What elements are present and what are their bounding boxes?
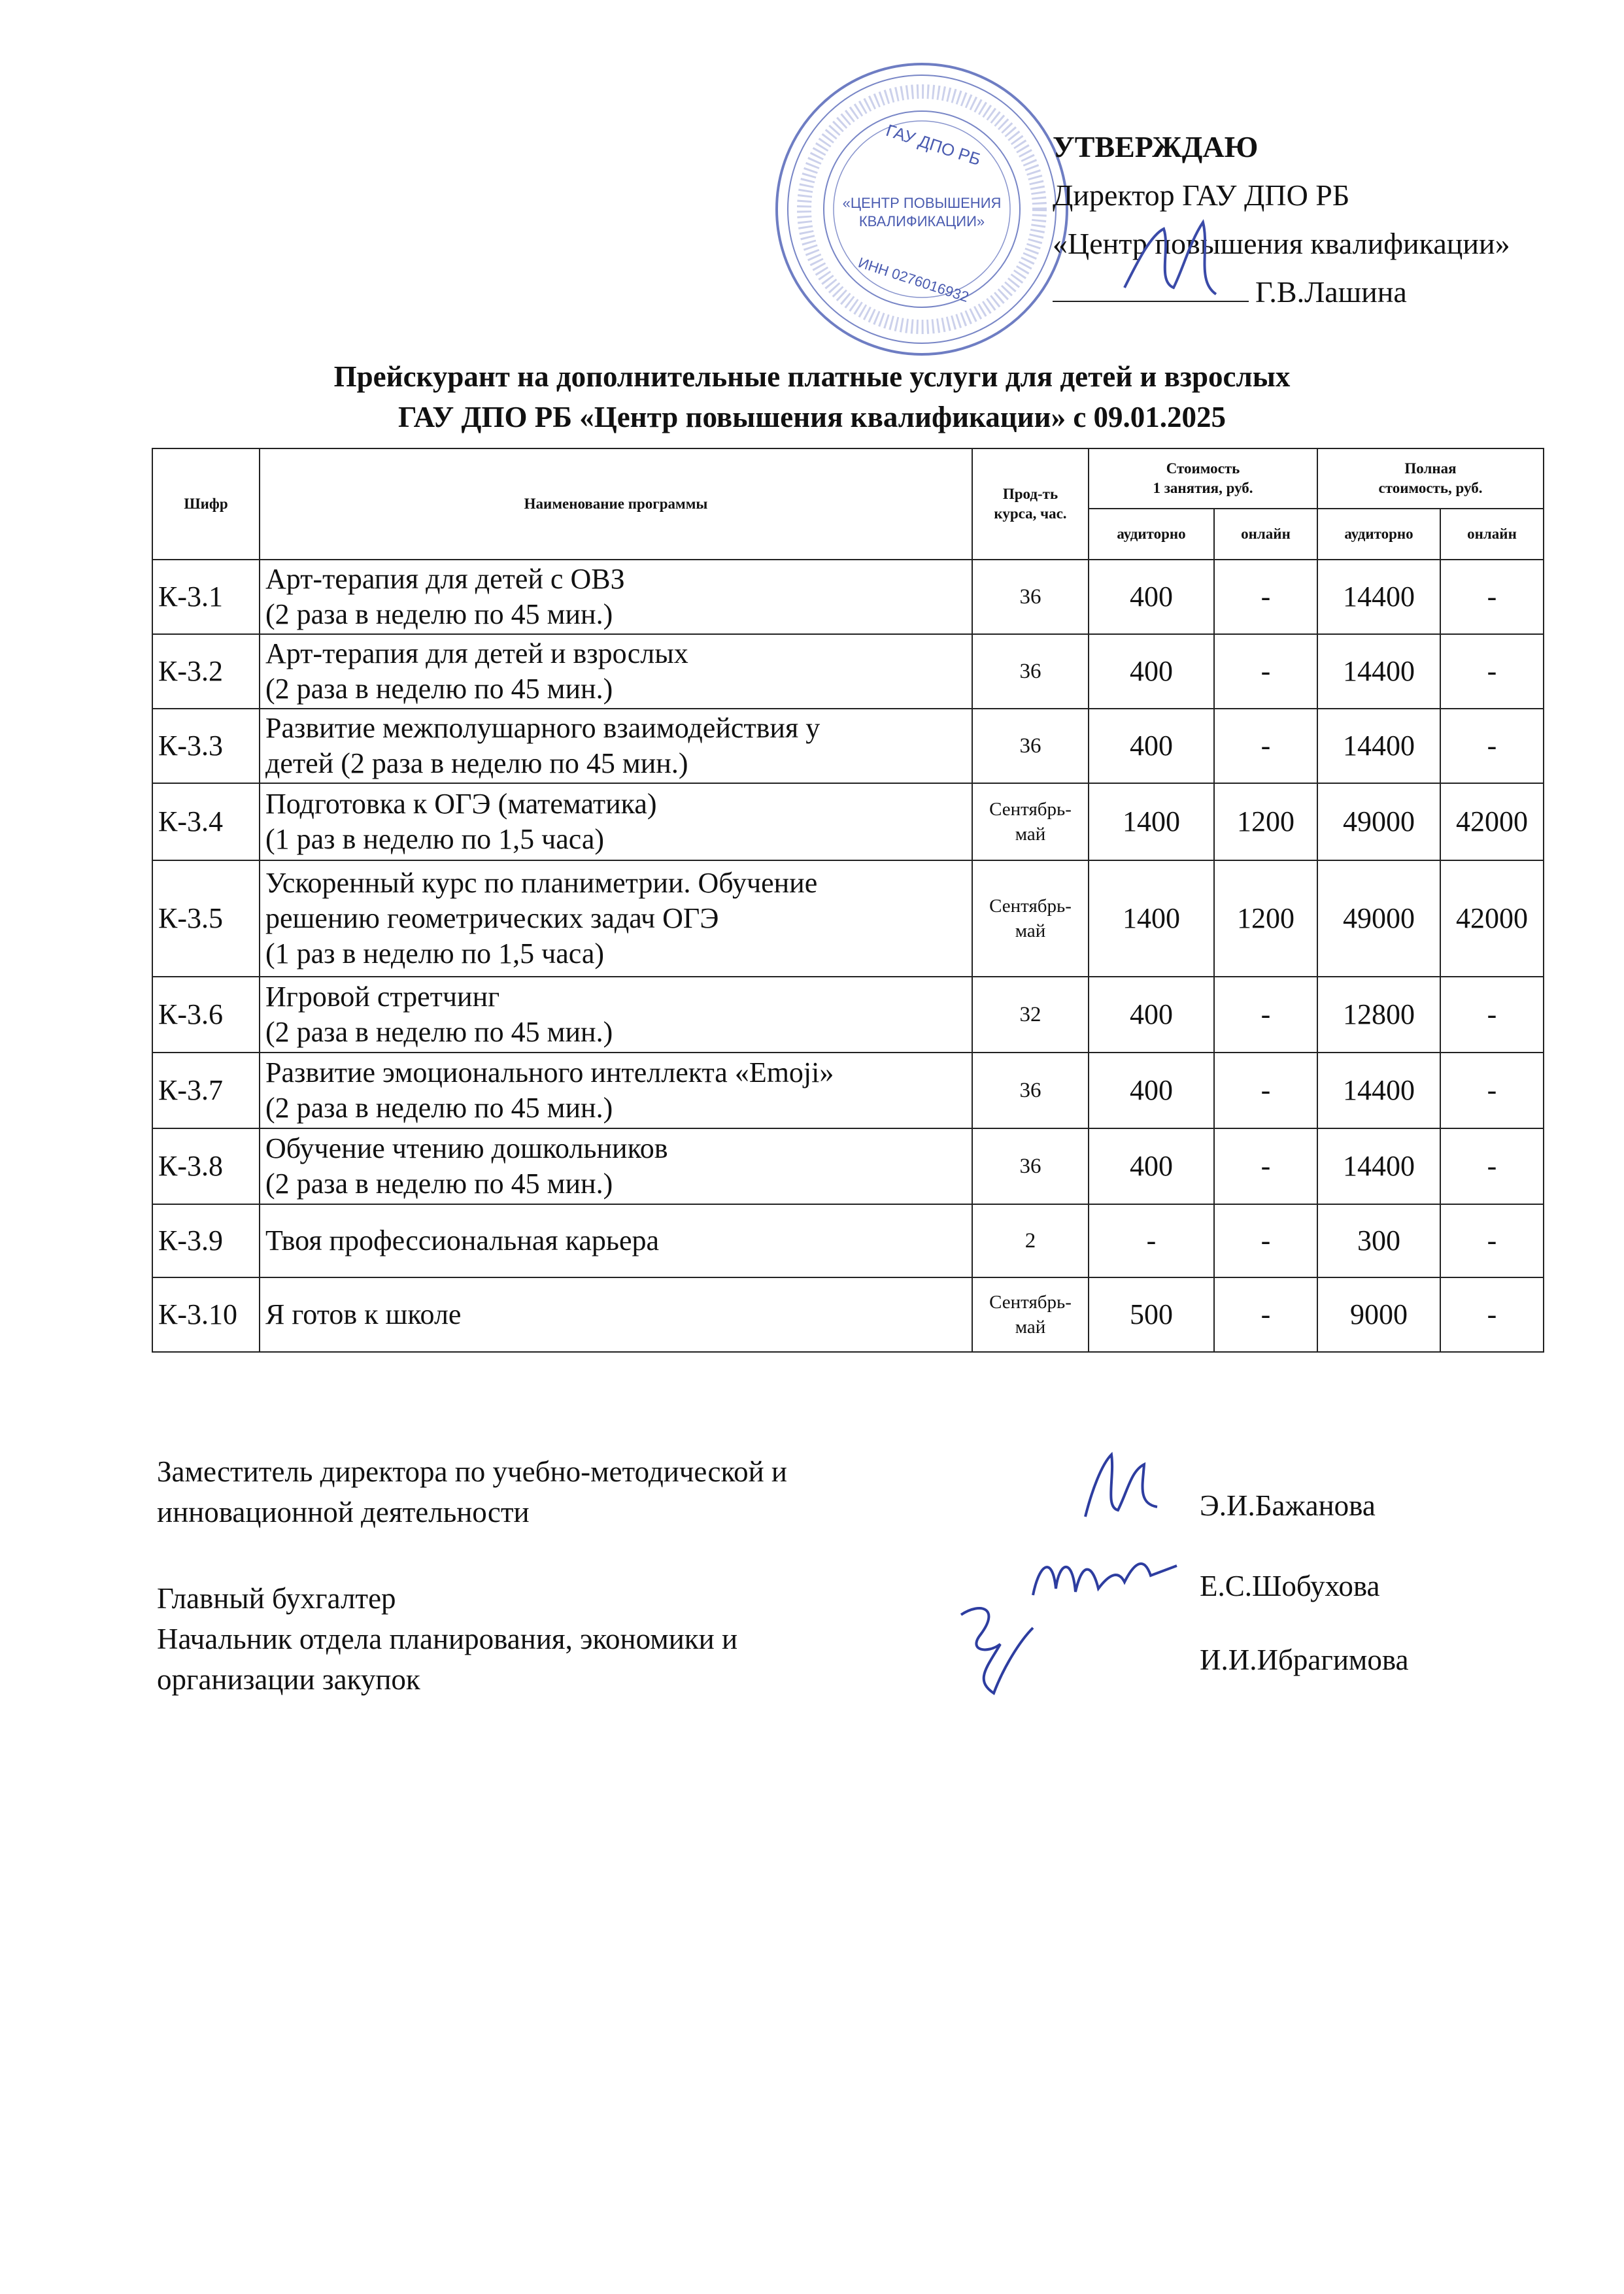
subheader-lesson-online: онлайн xyxy=(1214,509,1317,560)
row-full-online: - xyxy=(1440,977,1544,1053)
row-name: Развитие эмоционального интеллекта «Emoji» (2 раза в неделю по 45 мин.) xyxy=(260,1053,972,1128)
header-cost-full: Полная стоимость, руб. xyxy=(1317,448,1544,509)
header-row xyxy=(152,448,1544,509)
row-duration: 2 xyxy=(972,1204,1089,1277)
row-full-offline: 300 xyxy=(1317,1204,1440,1277)
row-lesson-offline: 400 xyxy=(1089,1128,1214,1204)
row-code: К-3.2 xyxy=(152,634,260,709)
row-lesson-online: - xyxy=(1214,977,1317,1053)
row-duration: 36 xyxy=(972,1128,1089,1204)
row-code: К-3.1 xyxy=(152,560,260,634)
row-lesson-online: - xyxy=(1214,1053,1317,1128)
row-lesson-offline: 400 xyxy=(1089,709,1214,783)
row-full-offline: 14400 xyxy=(1317,634,1440,709)
row-name: Арт-терапия для детей с ОВЗ (2 раза в неделю по 45 мин.) xyxy=(260,560,972,634)
row-duration: 32 xyxy=(972,977,1089,1053)
row-full-online: - xyxy=(1440,709,1544,783)
official-stamp xyxy=(771,59,1072,360)
header-name: Наименование программы xyxy=(260,448,972,560)
footer-deputy xyxy=(157,1451,787,1532)
title-line-1: Прейскурант на дополнительные платные услуги для детей и взрослых xyxy=(333,360,1291,393)
table-row xyxy=(152,1204,1544,1277)
row-name: Я готов к школе xyxy=(260,1277,972,1352)
row-full-online: - xyxy=(1440,1204,1544,1277)
row-name: Ускоренный курс по планиметрии. Обучение решению геометрических задач ОГЭ (1 раз в неделю по 1,5 часа) xyxy=(260,860,972,977)
accountant-name: Е.С.Шобухова xyxy=(1200,1570,1380,1602)
row-full-offline: 14400 xyxy=(1317,560,1440,634)
row-full-online: 42000 xyxy=(1440,860,1544,977)
row-name: Обучение чтению дошкольников (2 раза в неделю по 45 мин.) xyxy=(260,1128,972,1204)
header-cost-lesson: Стоимость 1 занятия, руб. xyxy=(1089,448,1317,509)
row-full-offline: 9000 xyxy=(1317,1277,1440,1352)
deputy-signature xyxy=(1066,1445,1170,1530)
row-name: Подготовка к ОГЭ (математика) (1 раз в неделю по 1,5 часа) xyxy=(260,783,972,860)
price-table xyxy=(152,448,1544,1353)
row-lesson-offline: 500 xyxy=(1089,1277,1214,1352)
row-duration: 36 xyxy=(972,1053,1089,1128)
row-code: К-3.4 xyxy=(152,783,260,860)
deputy-title-2: инновационной деятельности xyxy=(157,1496,530,1528)
director-signature xyxy=(1111,209,1229,307)
row-lesson-online: - xyxy=(1214,1128,1317,1204)
stamp-center-text-2: КВАЛИФИКАЦИИ» xyxy=(858,213,985,229)
planning-title-2: организации закупок xyxy=(157,1663,420,1696)
row-lesson-offline: 1400 xyxy=(1089,860,1214,977)
table-row xyxy=(152,1128,1544,1204)
row-lesson-online: - xyxy=(1214,1277,1317,1352)
table-row xyxy=(152,1277,1544,1352)
accountant-title: Главный бухгалтер xyxy=(157,1582,396,1615)
row-duration: Сентябрь- май xyxy=(972,860,1089,977)
row-lesson-online: - xyxy=(1214,709,1317,783)
row-code: К-3.6 xyxy=(152,977,260,1053)
row-name: Твоя профессиональная карьера xyxy=(260,1204,972,1277)
deputy-name: Э.И.Бажанова xyxy=(1200,1489,1376,1522)
row-full-offline: 12800 xyxy=(1317,977,1440,1053)
row-duration: 36 xyxy=(972,560,1089,634)
row-full-online: - xyxy=(1440,1053,1544,1128)
row-lesson-online: - xyxy=(1214,1204,1317,1277)
row-full-online: - xyxy=(1440,634,1544,709)
row-duration: Сентябрь- май xyxy=(972,783,1089,860)
table-row xyxy=(152,977,1544,1053)
table-row xyxy=(152,1053,1544,1128)
stamp-inn: ИНН 0276016932 xyxy=(856,254,971,305)
row-lesson-online: - xyxy=(1214,634,1317,709)
row-lesson-online: - xyxy=(1214,560,1317,634)
row-full-online: - xyxy=(1440,1128,1544,1204)
row-lesson-offline: - xyxy=(1089,1204,1214,1277)
header-duration: Прод-ть курса, час. xyxy=(972,448,1089,560)
row-code: К-3.8 xyxy=(152,1128,260,1204)
row-duration: 36 xyxy=(972,634,1089,709)
row-name: Игровой стретчинг (2 раза в неделю по 45 мин.) xyxy=(260,977,972,1053)
row-full-online: - xyxy=(1440,560,1544,634)
row-full-offline: 49000 xyxy=(1317,860,1440,977)
row-full-offline: 49000 xyxy=(1317,783,1440,860)
row-name: Арт-терапия для детей и взрослых (2 раза в неделю по 45 мин.) xyxy=(260,634,972,709)
planning-signature xyxy=(941,1589,1046,1700)
row-duration: 36 xyxy=(972,709,1089,783)
table-row xyxy=(152,709,1544,783)
row-code: К-3.7 xyxy=(152,1053,260,1128)
row-code: К-3.5 xyxy=(152,860,260,977)
table-row xyxy=(152,634,1544,709)
row-lesson-offline: 400 xyxy=(1089,634,1214,709)
approval-position: Директор ГАУ ДПО РБ xyxy=(1053,178,1350,212)
row-duration: Сентябрь- май xyxy=(972,1277,1089,1352)
table-row xyxy=(152,560,1544,634)
title-line-2: ГАУ ДПО РБ «Центр повышения квалификации» с 09.01.2025 xyxy=(398,401,1226,433)
stamp-center-text-1: «ЦЕНТР ПОВЫШЕНИЯ xyxy=(842,195,1002,211)
approval-organization: «Центр повышения квалификации» xyxy=(1053,227,1510,260)
row-full-offline: 14400 xyxy=(1317,1128,1440,1204)
document-title xyxy=(0,356,1624,437)
row-code: К-3.9 xyxy=(152,1204,260,1277)
table-row xyxy=(152,860,1544,977)
header-code: Шифр xyxy=(152,448,260,560)
subheader-lesson-offline: аудиторно xyxy=(1089,509,1214,560)
planning-title-1: Начальник отдела планирования, экономики и xyxy=(157,1623,738,1655)
row-code: К-3.3 xyxy=(152,709,260,783)
planning-name: И.И.Ибрагимова xyxy=(1200,1644,1409,1676)
approval-signer: Г.В.Лашина xyxy=(1255,275,1407,309)
row-lesson-offline: 1400 xyxy=(1089,783,1214,860)
deputy-title-1: Заместитель директора по учебно-методической и xyxy=(157,1455,787,1488)
row-lesson-offline: 400 xyxy=(1089,560,1214,634)
approval-heading: УТВЕРЖДАЮ xyxy=(1053,130,1259,163)
row-lesson-online: 1200 xyxy=(1214,860,1317,977)
footer-accountant xyxy=(157,1578,737,1700)
stamp-arc-text: ГАУ ДПО РБ xyxy=(883,120,983,169)
row-full-offline: 14400 xyxy=(1317,709,1440,783)
subheader-full-online: онлайн xyxy=(1440,509,1544,560)
row-full-offline: 14400 xyxy=(1317,1053,1440,1128)
subheader-full-offline: аудиторно xyxy=(1317,509,1440,560)
row-full-online: - xyxy=(1440,1277,1544,1352)
row-lesson-offline: 400 xyxy=(1089,977,1214,1053)
row-full-online: 42000 xyxy=(1440,783,1544,860)
row-lesson-online: 1200 xyxy=(1214,783,1317,860)
row-lesson-offline: 400 xyxy=(1089,1053,1214,1128)
row-name: Развитие межполушарного взаимодействия у детей (2 раза в неделю по 45 мин.) xyxy=(260,709,972,783)
row-code: К-3.10 xyxy=(152,1277,260,1352)
table-row xyxy=(152,783,1544,860)
